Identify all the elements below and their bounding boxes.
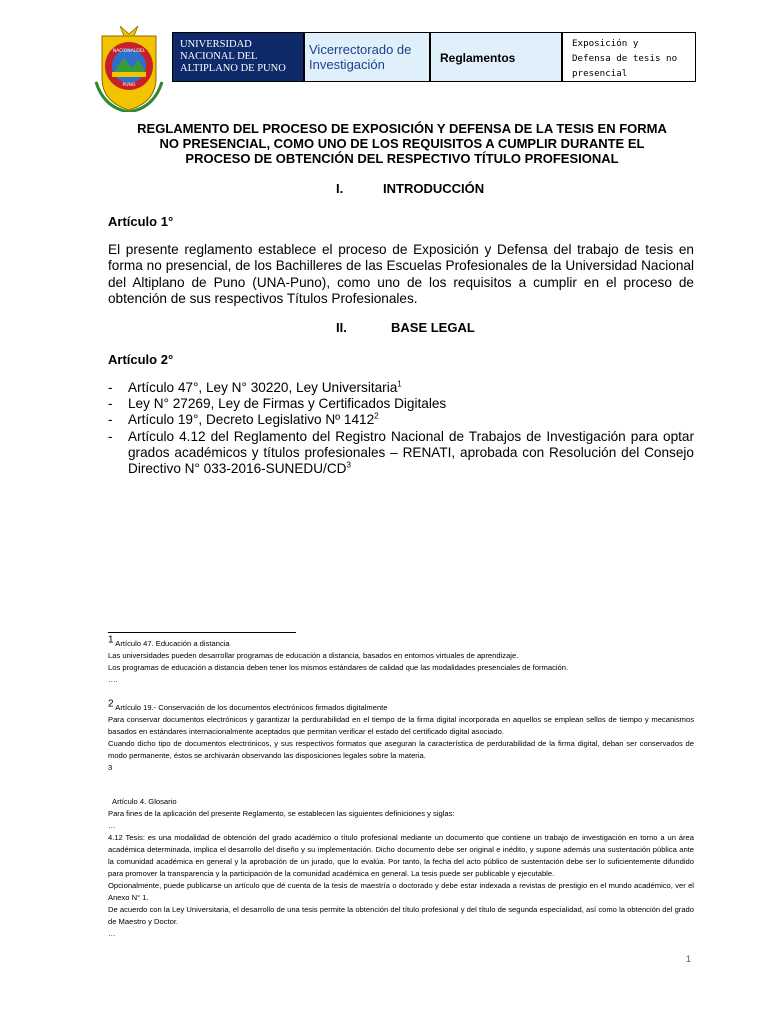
title-line-1: REGLAMENTO DEL PROCESO DE EXPOSICIÓN Y DEFENSA DE LA TESIS EN FORMA bbox=[137, 121, 667, 136]
document-line-3: presencial bbox=[572, 68, 628, 79]
footnote-3-term: 4.12 Tesis bbox=[108, 833, 143, 842]
footnote-3-number: 3 bbox=[108, 763, 113, 772]
section-2-heading: BASE LEGAL bbox=[391, 320, 475, 335]
vicerrectorado-line-2: Investigación bbox=[309, 57, 385, 72]
university-line-2: NACIONAL DEL bbox=[180, 51, 258, 62]
footnote-3-end: … bbox=[108, 929, 116, 938]
list-item bbox=[108, 412, 694, 428]
list-dash: - bbox=[108, 380, 113, 395]
footnote-1-number: 1 bbox=[108, 634, 114, 646]
footnote-2-paragraph: Para conservar documentos electrónicos y garantizar la perdurabilidad en el tiempo de la firma digital incorporada en aquellos se emplean sellos de tiempo y mecanismos basados en estándares internacionalmente aceptados que permitan verificar el estado del certificado digital asociado. bbox=[108, 715, 694, 736]
section-1-number: I. bbox=[336, 181, 344, 196]
header-section-cell bbox=[430, 32, 562, 82]
footnote-3-paragraph: Opcionalmente, puede publicarse un artículo que dé cuenta de la tesis de maestría o doctorado y debe estar indexada a revistas de prestigio en el mundo académico, ver el Anexo N° 1. bbox=[108, 881, 694, 902]
list-dash: - bbox=[108, 412, 113, 428]
vicerrectorado-line-1: Vicerrectorado de bbox=[309, 42, 412, 57]
list-item bbox=[108, 380, 694, 396]
header-document-cell bbox=[562, 32, 696, 82]
university-seal-logo bbox=[94, 22, 164, 112]
article-1-heading: Artículo 1° bbox=[108, 214, 174, 229]
footnote-2-heading: Artículo 19.- Conservación de los documentos electrónicos firmados digitalmente bbox=[113, 703, 388, 712]
list-dash: - bbox=[108, 428, 113, 444]
university-line-3: ALTIPLANO DE PUNO bbox=[180, 63, 286, 74]
university-line-1: UNIVERSIDAD bbox=[180, 39, 252, 50]
base-legal-list bbox=[108, 380, 694, 477]
footnote-ref[interactable]: 1 bbox=[397, 379, 402, 389]
header-vicerrectorado-cell bbox=[304, 32, 430, 82]
footnote-3-paragraph: De acuerdo con la Ley Universitaria, el desarrollo de una tesis permite la obtención del título profesional y del título de segunda especialidad, así como la obtención del grado de Maestro y Doctor. bbox=[108, 905, 694, 926]
list-item-text: Artículo 19°, Decreto Legislativo Nº 1412 bbox=[128, 412, 375, 428]
footnote-1-line: Las universidades pueden desarrollar programas de educación a distancia, basados en entornos virtuales de aprendizaje. bbox=[108, 651, 519, 660]
footnote-1 bbox=[108, 634, 694, 686]
footnote-1-ellipsis: …. bbox=[108, 675, 118, 684]
list-item bbox=[108, 396, 694, 412]
seal-text-bottom: PUNO bbox=[122, 83, 136, 88]
footnote-3-ellipsis: … bbox=[108, 821, 116, 830]
footnote-ref[interactable]: 3 bbox=[346, 460, 351, 470]
footnote-3-heading: Artículo 4. Glosario bbox=[112, 797, 177, 806]
footnote-3 bbox=[108, 796, 694, 940]
footnote-2-number: 2 bbox=[108, 698, 114, 710]
document-line-1: Exposición y bbox=[572, 38, 639, 49]
seal-text-top: NACIONALDEL bbox=[112, 49, 146, 54]
footnote-1-line: Los programas de educación a distancia deben tener los mismos estándares de calidad que las modalidades presenciales de formación. bbox=[108, 663, 569, 672]
section-label: Reglamentos bbox=[440, 51, 516, 65]
document-title bbox=[108, 121, 696, 166]
list-dash: - bbox=[108, 396, 113, 412]
list-item-text: Ley N° 27269, Ley de Firmas y Certificados Digitales bbox=[128, 396, 447, 412]
footnote-ref[interactable]: 2 bbox=[374, 411, 379, 421]
footnote-3-intro: Para fines de la aplicación del presente Reglamento, se establecen las siguientes definiciones y siglas: bbox=[108, 809, 455, 818]
section-1-heading: INTRODUCCIÓN bbox=[383, 181, 485, 196]
title-line-2: NO PRESENCIAL, COMO UNO DE LOS REQUISITOS A CUMPLIR DURANTE EL bbox=[159, 136, 645, 151]
document-line-2: Defensa de tesis no bbox=[572, 53, 678, 64]
page-number: 1 bbox=[686, 954, 692, 964]
footnote-3-definition: : es una modalidad de obtención del grado académico o título profesional mediante un documento que contiene un trabajo de investigación en torno a un área académica determinada, implica el desarrollo del diseño y su implementación. Dicho documento debe ser original e inédito, y supone además una sustentación pública ante la comunidad académica en general y la aprobación de un jurado, que lo evalúa. Por tanto, la fecha del acto público de sustentación debe ser lo suficientemente difundido para promover la transparencia y la participación de la comunidad académica en general. La tesis puede ser publicable y ejecutable. bbox=[108, 833, 694, 878]
list-item bbox=[108, 429, 694, 478]
footnote-1-heading: Artículo 47. Educación a distancia bbox=[113, 639, 230, 648]
intro-paragraph: El presente reglamento establece el proceso de Exposición y Defensa del trabajo de tesis en forma no presencial, de los Bachilleres de las Escuelas Profesionales de la Universidad Nacional del Altiplano de Puno (UNA-Puno), como uno de los requisitos a cumplir en el proceso de obtención de sus respectivos Títulos Profesionales. bbox=[108, 242, 694, 307]
article-2-heading: Artículo 2° bbox=[108, 352, 174, 367]
footnote-separator bbox=[108, 632, 296, 633]
footnote-2-paragraph: Cuando dicho tipo de documentos electrónicos, y sus respectivos formatos que aseguran la característica de perdurabilidad de la firma digital, deban ser conservados de modo permanente, éstos se archivarán observando las disposiciones legales sobre la materia. bbox=[108, 739, 694, 760]
header-university-cell bbox=[172, 32, 304, 82]
list-item-text: Artículo 4.12 del Reglamento del Registro Nacional de Trabajos de Investigación para optar grados académicos y títulos profesionales – RENATI, aprobada con Resolución del Consejo Directivo N° 033-2016-SUNEDU/CD bbox=[128, 428, 694, 477]
section-2-number: II. bbox=[336, 320, 347, 335]
footnote-2 bbox=[108, 698, 694, 774]
list-item-text: Artículo 47°, Ley N° 30220, Ley Universitaria bbox=[128, 380, 398, 395]
title-line-3: PROCESO DE OBTENCIÓN DEL RESPECTIVO TÍTULO PROFESIONAL bbox=[185, 151, 619, 166]
